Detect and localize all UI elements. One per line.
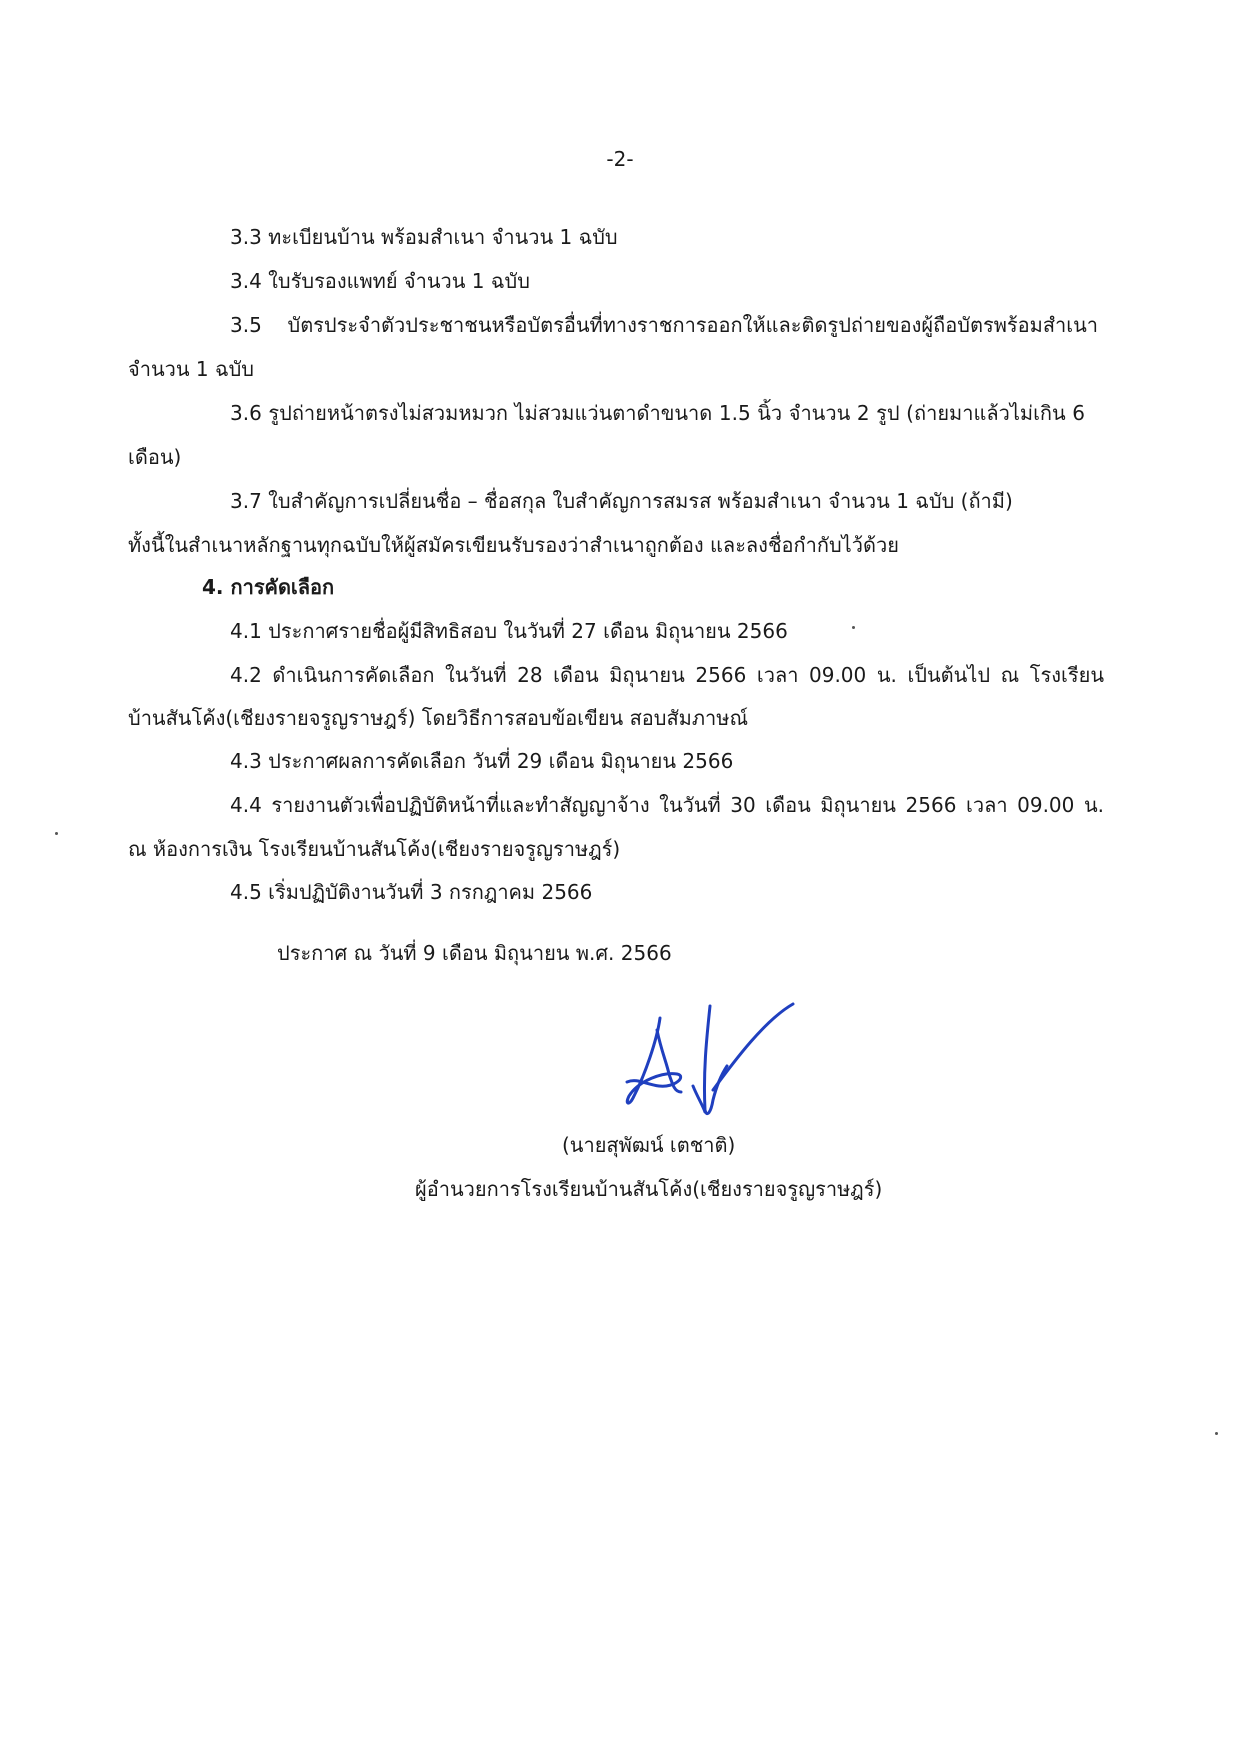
page-number: -2- (606, 147, 634, 171)
item-4-3: 4.3 ประกาศผลการคัดเลือก วันที่ 29 เดือน มิถุนายน 2566 (230, 749, 734, 773)
item-3-7: 3.7 ใบสำคัญการเปลี่ยนชื่อ – ชื่อสกุล ใบสำคัญการสมรส พร้อมสำเนา จำนวน 1 ฉบับ (ถ้ามี) (230, 489, 1013, 513)
section-4-heading: 4. การคัดเลือก (202, 575, 335, 599)
item-3-5-cont: จำนวน 1 ฉบับ (128, 357, 254, 381)
signer-title: ผู้อำนวยการโรงเรียนบ้านสันโค้ง(เชียงรายจรูญราษฎร์) (415, 1177, 883, 1201)
scan-speck (1215, 1432, 1218, 1435)
scan-speck (852, 626, 855, 629)
item-4-1: 4.1 ประกาศรายชื่อผู้มีสิทธิสอบ ในวันที่ 27 เดือน มิถุนายน 2566 (230, 619, 788, 643)
item-4-2: 4.2 ดำเนินการคัดเลือก ในวันที่ 28 เดือน มิถุนายน 2566 เวลา 09.00 น. เป็นต้นไป ณ โรงเรียน (230, 663, 1104, 687)
scan-speck (55, 832, 58, 835)
signature-mark (615, 1000, 795, 1130)
item-3-4: 3.4 ใบรับรองแพทย์ จำนวน 1 ฉบับ (230, 269, 530, 293)
item-3-6: 3.6 รูปถ่ายหน้าตรงไม่สวมหมวก ไม่สวมแว่นตาดำขนาด 1.5 นิ้ว จำนวน 2 รูป (ถ่ายมาแล้วไม่เกิน 6 (230, 401, 1085, 425)
signer-name: (นายสุพัฒน์ เตชาติ) (562, 1133, 736, 1157)
item-3-3: 3.3 ทะเบียนบ้าน พร้อมสำเนา จำนวน 1 ฉบับ (230, 225, 618, 249)
item-4-4: 4.4 รายงานตัวเพื่อปฏิบัติหน้าที่และทำสัญญาจ้าง ในวันที่ 30 เดือน มิถุนายน 2566 เวลา 09.00 น. (230, 793, 1104, 817)
item-4-5: 4.5 เริ่มปฏิบัติงานวันที่ 3 กรกฎาคม 2566 (230, 880, 593, 904)
announcement-date: ประกาศ ณ วันที่ 9 เดือน มิถุนายน พ.ศ. 2566 (277, 941, 672, 965)
item-4-4-cont: ณ ห้องการเงิน โรงเรียนบ้านสันโค้ง(เชียงรายจรูญราษฎร์) (128, 837, 621, 861)
item-4-2-cont: บ้านสันโค้ง(เชียงรายจรูญราษฎร์) โดยวิธีการสอบข้อเขียน สอบสัมภาษณ์ (128, 706, 749, 730)
item-3-6-cont: เดือน) (128, 445, 182, 469)
item-3-5: 3.5 บัตรประจำตัวประชาชนหรือบัตรอื่นที่ทางราชการออกให้และติดรูปถ่ายของผู้ถือบัตรพร้อมสำเนา (230, 313, 1098, 337)
copy-certification-note: ทั้งนี้ในสำเนาหลักฐานทุกฉบับให้ผู้สมัครเขียนรับรองว่าสำเนาถูกต้อง และลงชื่อกำกับไว้ด้วย (128, 533, 899, 557)
